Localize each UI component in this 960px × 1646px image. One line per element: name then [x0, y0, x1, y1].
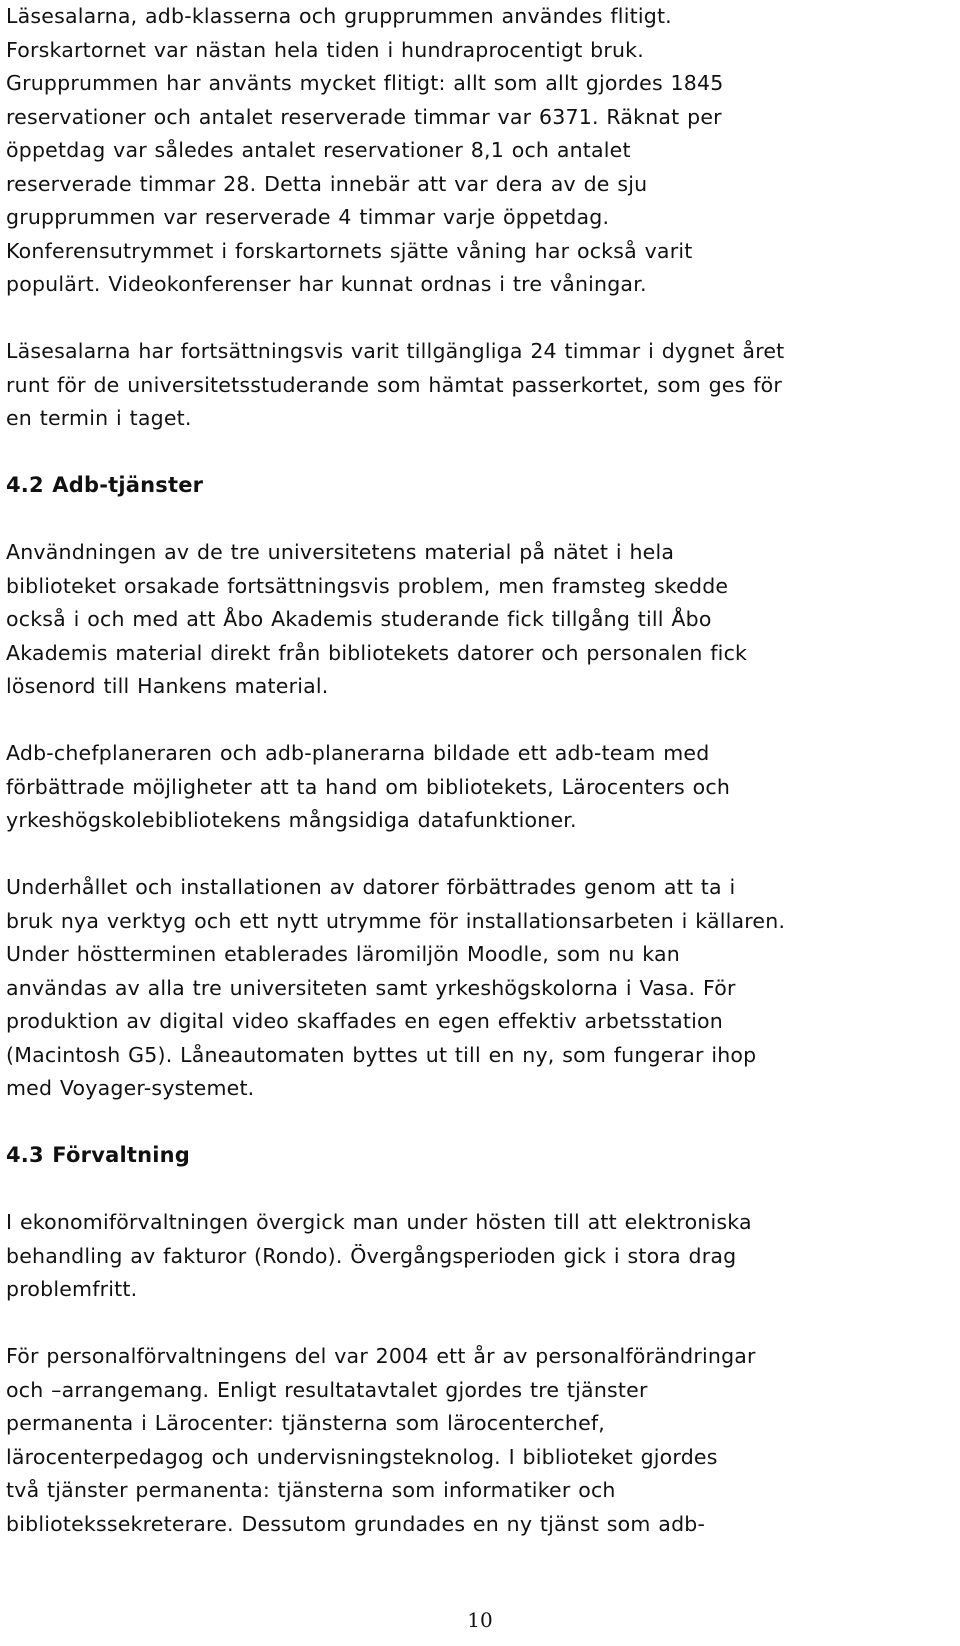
- text-line: Forskartornet var nästan hela tiden i hundraprocentigt bruk.: [6, 37, 644, 62]
- text-line: reserverade timmar 28. Detta innebär att var dera av de sju: [6, 171, 648, 196]
- text-line: biblioteket orsakade fortsättningsvis problem, men framsteg skedde: [6, 573, 729, 598]
- paragraph: [6, 871, 956, 1106]
- text-line: Grupprummen har använts mycket flitigt: allt som allt gjordes 1845: [6, 71, 724, 95]
- text-line: Läsesalarna, adb-klasserna och grupprummen användes flitigt.: [6, 4, 672, 28]
- section-heading: 4.2 Adb-tjänster: [6, 473, 204, 497]
- paragraph: [6, 0, 956, 302]
- paragraph: [6, 1340, 956, 1541]
- text-line: yrkeshögskolebibliotekens mångsidiga datafunktioner.: [6, 808, 577, 832]
- text-line: Användningen av de tre universitetens material på nätet i hela: [6, 540, 675, 564]
- text-line: Konferensutrymmet i forskartornets sjätte våning har också varit: [6, 238, 693, 263]
- text-line: öppetdag var således antalet reservationer 8,1 och antalet: [6, 138, 631, 162]
- text-line: För personalförvaltningens del var 2004 ett år av personalförändringar: [6, 1344, 756, 1368]
- text-line: problemfritt.: [6, 1277, 138, 1301]
- text-line: Akademis material direkt från bibliotekets datorer och personalen fick: [6, 640, 748, 665]
- text-line: och –arrangemang. Enligt resultatavtalet gjordes tre tjänster: [6, 1377, 648, 1402]
- text-line: förbättrade möjligheter att ta hand om bibliotekets, Lärocenters och: [6, 774, 731, 799]
- text-line: permanenta i Lärocenter: tjänsterna som lärocenterchef,: [6, 1411, 606, 1435]
- paragraph: [6, 536, 956, 704]
- text-line: en termin i taget.: [6, 406, 192, 430]
- text-line: Läsesalarna har fortsättningsvis varit tillgängliga 24 timmar i dygnet året: [6, 339, 785, 363]
- paragraph: [6, 737, 956, 838]
- text-line: Underhållet och installationen av datorer förbättrades genom att ta i: [6, 875, 736, 899]
- text-line: produktion av digital video skaffades en egen effektiv arbetsstation: [6, 1009, 723, 1033]
- text-line: I ekonomiförvaltningen övergick man under hösten till att elektroniska: [6, 1210, 752, 1234]
- paragraph: [6, 1206, 956, 1307]
- text-line: bibliotekssekreterare. Dessutom grundades en ny tjänst som adb-: [6, 1511, 706, 1536]
- document-page: [6, 0, 956, 1575]
- text-line: runt för de universitetsstuderande som hämtat passerkortet, som ges för: [6, 372, 782, 397]
- text-line: Under höstterminen etablerades läromiljön Moodle, som nu kan: [6, 942, 680, 966]
- document-body: [6, 0, 956, 1541]
- text-line: populärt. Videokonferenser har kunnat ordnas i tre våningar.: [6, 272, 647, 296]
- text-line: behandling av fakturor (Rondo). Övergångsperioden gick i stora drag: [6, 1243, 737, 1268]
- page-number: 10: [467, 1608, 493, 1632]
- text-line: Adb-chefplaneraren och adb-planerarna bildade ett adb-team med: [6, 741, 710, 765]
- text-line: reservationer och antalet reserverade timmar var 6371. Räknat per: [6, 104, 722, 129]
- paragraph: [6, 335, 956, 436]
- text-line: också i och med att Åbo Akademis studerande fick tillgång till Åbo: [6, 607, 712, 631]
- text-line: bruk nya verktyg och ett nytt utrymme för installationsarbeten i källaren.: [6, 908, 786, 933]
- section-heading: 4.3 Förvaltning: [6, 1143, 191, 1167]
- text-line: användas av alla tre universiteten samt yrkeshögskolorna i Vasa. För: [6, 975, 736, 1000]
- text-line: med Voyager-systemet.: [6, 1076, 255, 1100]
- text-line: (Macintosh G5). Låneautomaten byttes ut till en ny, som fungerar ihop: [6, 1042, 757, 1067]
- text-line: lösenord till Hankens material.: [6, 674, 329, 698]
- text-line: grupprummen var reserverade 4 timmar varje öppetdag.: [6, 205, 610, 229]
- text-line: lärocenterpedagog och undervisningsteknolog. I biblioteket gjordes: [6, 1444, 718, 1469]
- text-line: två tjänster permanenta: tjänsterna som informatiker och: [6, 1478, 616, 1502]
